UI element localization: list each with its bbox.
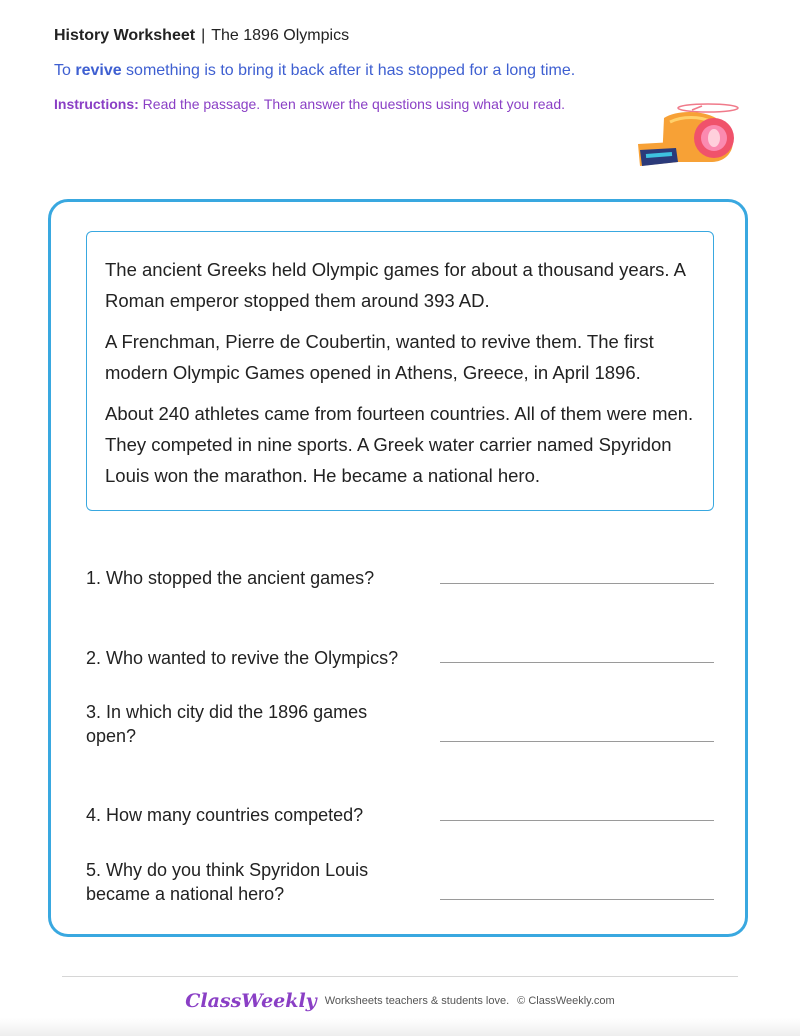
vocab-definition-text: something is to bring it back after it has stopped for a long time. (121, 62, 576, 79)
worksheet-header (54, 26, 614, 115)
instructions-text: Read the passage. Then answer the questions using what you read. (138, 96, 566, 112)
question-3: 3. In which city did the 1896 games open? (86, 702, 368, 746)
title-separator: | (201, 27, 206, 44)
passage-paragraph: A Frenchman, Pierre de Coubertin, wanted to revive them. The first modern Olympic Games opened in Athens, Greece, in April 1896. (105, 331, 654, 383)
passage-paragraph: About 240 athletes came from fourteen countries. All of them were men. They competed in nine sports. A Greek water carrier named Spyridon Louis won the marathon. He became a national hero. (105, 403, 694, 486)
worksheet-title (54, 26, 614, 46)
question-2: 2. Who wanted to revive the Olympics? (86, 648, 399, 668)
footer-tagline: Worksheets teachers & students love. (324, 995, 510, 1007)
worksheet-subject: History Worksheet (54, 27, 196, 44)
answer-line-2[interactable] (440, 662, 714, 663)
whistle-icon (632, 96, 744, 180)
worksheet-topic: The 1896 Olympics (211, 27, 350, 44)
passage-paragraph: The ancient Greeks held Olympic games for about a thousand years. A Roman emperor stopped them around 393 AD. (105, 259, 685, 311)
footer-copyright: © ClassWeekly.com (517, 995, 615, 1007)
answer-line-3[interactable] (440, 741, 714, 742)
question-5: 5. Why do you think Spyridon Louis became a national hero? (86, 860, 369, 904)
instructions (54, 93, 574, 115)
question-1: 1. Who stopped the ancient games? (86, 568, 375, 588)
question-4: 4. How many countries competed? (86, 805, 364, 825)
footer-divider (62, 976, 738, 977)
page-bottom-shade (0, 1018, 800, 1036)
vocab-prefix: To (54, 62, 76, 79)
answer-line-4[interactable] (440, 820, 714, 821)
footer (0, 990, 800, 1012)
reading-passage (86, 231, 714, 511)
instructions-label: Instructions: (54, 96, 139, 112)
brand-logo: ClassWeekly (185, 990, 317, 1012)
vocabulary-definition (54, 58, 594, 83)
vocab-word: revive (75, 62, 122, 79)
answer-line-5[interactable] (440, 899, 714, 900)
answer-line-1[interactable] (440, 583, 714, 584)
